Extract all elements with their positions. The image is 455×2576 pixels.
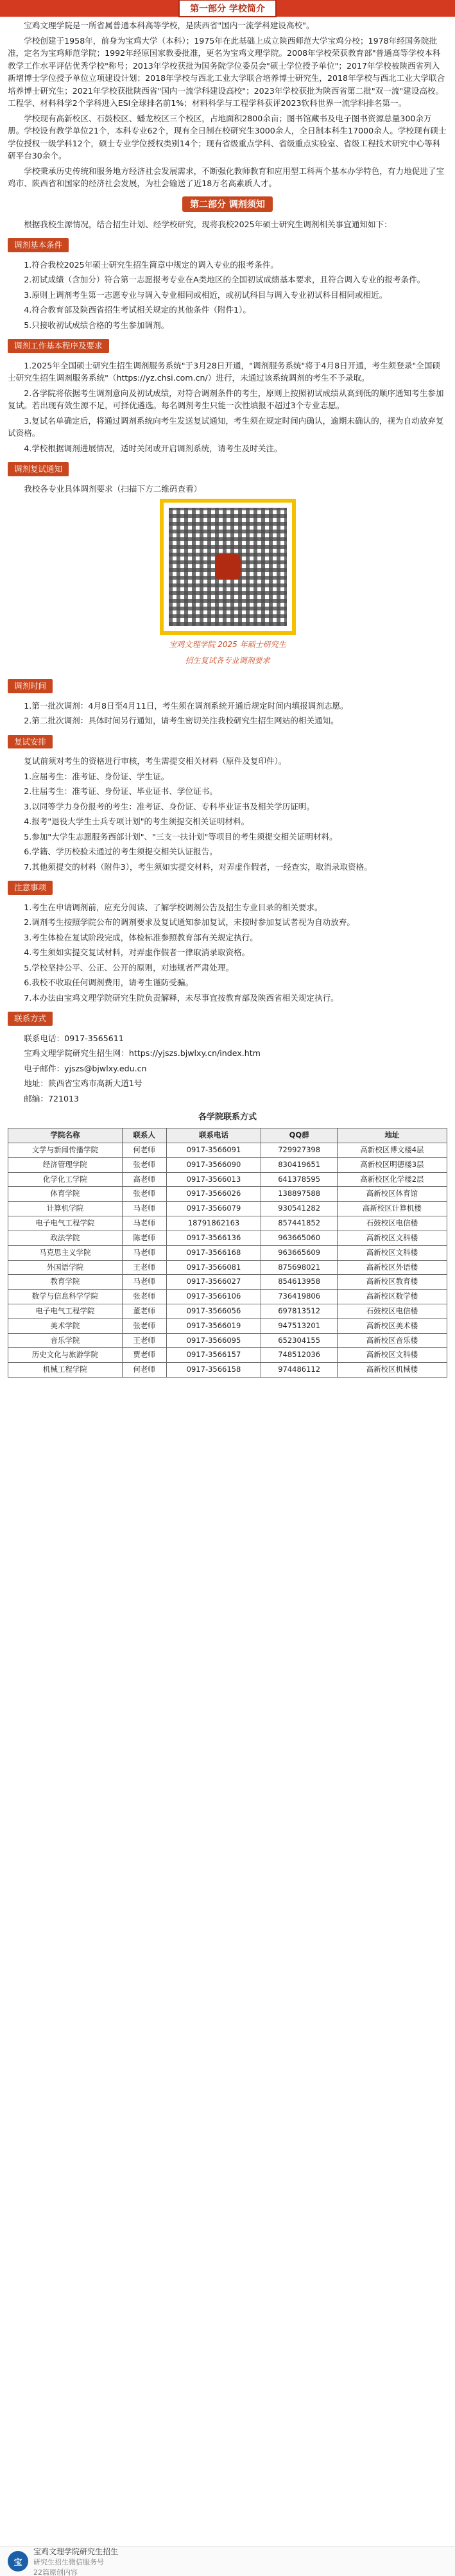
table-header: 地址 — [337, 1128, 447, 1143]
table-cell: 贾老师 — [122, 1348, 166, 1363]
table-cell: 138897588 — [261, 1187, 337, 1202]
table-cell: 高新校区化学楼2层 — [337, 1172, 447, 1187]
list-item: 6.我校不收取任何调剂费用，请考生谨防受骗。 — [24, 978, 194, 988]
table-cell: 张老师 — [122, 1187, 166, 1202]
table-cell: 0917-3566081 — [166, 1260, 261, 1275]
table-cell: 748512036 — [261, 1348, 337, 1363]
table-cell: 高新校区机械楼 — [337, 1363, 447, 1378]
table-cell: 18791862163 — [166, 1216, 261, 1231]
intro-paragraph: 学校现有高新校区、石鼓校区、蟠龙校区三个校区，占地面积2800余亩；图书馆藏书及电子图书资源总量300余万册。学校设有教学单位21个，本科专业62个，现有全日制在校研究生3000余人，全日制本科生17000余人。学校现有硕士学位授权一级学科12个，硕士专业学位授权类别14个；现有省级重点学科、省级重点实验室、省级工程技术研究中心等科研平台30余个。 — [8, 113, 447, 161]
table-header: 联系人 — [122, 1128, 166, 1143]
subsection-title: 调剂工作基本程序及要求 — [8, 339, 109, 352]
table-cell: 高新校区美术楼 — [337, 1318, 447, 1333]
table-cell: 张老师 — [122, 1290, 166, 1304]
section-banner-notice — [0, 196, 455, 212]
table-row — [8, 1216, 447, 1231]
list-item: 2.往届考生：准考证、身份证、毕业证书、学位证书。 — [24, 786, 218, 797]
table-cell: 何老师 — [122, 1143, 166, 1158]
table-cell: 0917-3566095 — [166, 1333, 261, 1348]
list-item: 3.复试名单确定后，将通过调剂系统向考生发送复试通知，考生须在规定时间内确认，逾期未确认的，视为自动放弃复试资格。 — [8, 415, 444, 438]
table-cell: 875698021 — [261, 1260, 337, 1275]
table-cell: 857441852 — [261, 1216, 337, 1231]
table-cell: 0917-3566136 — [166, 1231, 261, 1245]
table-cell: 高新校区文科楼 — [337, 1231, 447, 1245]
intro-paragraph: 学校创建于1958年，前身为宝鸡大学（本科）；1975年在此基础上成立陕西师范大学宝鸡分校；1978年经国务院批准，定名为宝鸡师范学院；1992年经原国家教委批准，更名为宝鸡文理学院。2008年学校荣获教育部"普通高等学校本科教学工作水平评估优秀学校"称号；2013年学校获批为国务院学位委员会"硕士学位授予单位"；2017年学校被陕西省列入新增博士学位授予单位立项建设计划；2018年学校与西北工业大学联合培养博士研究生，2018年学校与西北工业大学联合培养博士研究生；2021年学校获批陕西省"国内一流学科建设高校"；2023年学校获批为陕西省第二批"双一流"建设高校。工程学、材料科学2个学科进入ESI全球排名前1%；材料科学与工程学科获评2023软科世界一流学科排名第一。 — [8, 35, 445, 108]
table-cell: 高新校区教育楼 — [337, 1275, 447, 1290]
footer-bar[interactable] — [0, 2546, 455, 2576]
list-item: 5.学校坚持公平、公正、公开的原则，对违规者严肃处理。 — [24, 962, 234, 972]
table-cell: 数学与信息科学学院 — [8, 1290, 123, 1304]
table-cell: 652304155 — [261, 1333, 337, 1348]
table-cell: 0917-3566027 — [166, 1275, 261, 1290]
table-cell: 经济管理学院 — [8, 1157, 123, 1172]
table-row — [8, 1202, 447, 1216]
table-cell: 机械工程学院 — [8, 1363, 123, 1378]
list-item: 5.只接收初试成绩合格的考生参加调剂。 — [24, 320, 169, 330]
table-cell: 计算机学院 — [8, 1202, 123, 1216]
table-cell: 马老师 — [122, 1275, 166, 1290]
qr-instruction: 我校各专业具体调剂要求（扫描下方二维码查看） — [24, 483, 202, 494]
table-cell: 石鼓校区电信楼 — [337, 1304, 447, 1318]
table-cell: 高新校区文科楼 — [337, 1348, 447, 1363]
table-cell: 963665609 — [261, 1245, 337, 1260]
table-cell: 体育学院 — [8, 1187, 123, 1202]
table-cell: 音乐学院 — [8, 1333, 123, 1348]
table-row — [8, 1172, 447, 1187]
article-count: 22篇原创内容 — [33, 2568, 78, 2576]
table-cell: 高老师 — [122, 1172, 166, 1187]
table-cell: 外国语学院 — [8, 1260, 123, 1275]
table-cell: 马老师 — [122, 1245, 166, 1260]
list-item: 7.其他须提交的材料（附件3），考生须如实提交材料，对弄虚作假者，一经查实，取消录取资格。 — [24, 861, 372, 872]
subsection-title: 调剂复试通知 — [8, 462, 69, 476]
table-row — [8, 1157, 447, 1172]
subsection-title: 调剂时间 — [8, 679, 53, 693]
table-row — [8, 1187, 447, 1202]
table-cell: 王老师 — [122, 1260, 166, 1275]
table-cell: 文学与新闻传播学院 — [8, 1143, 123, 1158]
table-cell: 高新校区计算机楼 — [337, 1202, 447, 1216]
table-cell: 高新校区音乐楼 — [337, 1333, 447, 1348]
list-item: 4.学校根据调剂进展情况，适时关闭或开启调剂系统，请考生及时关注。 — [24, 443, 282, 453]
table-row — [8, 1363, 447, 1378]
list-item: 1.2025年全国硕士研究生招生调剂服务系统"于3月28日开通，"调剂服务系统"将于4月8日开通，考生须登录"全国硕士研究生招生调剂服务系统"（https://yz.chsi.com.cn/）进行，未通过该系统调剂的考生不予录取。 — [8, 360, 441, 383]
table-cell: 0917-3566013 — [166, 1172, 261, 1187]
table-cell: 马克思主义学院 — [8, 1245, 123, 1260]
table-cell: 974486112 — [261, 1363, 337, 1378]
table-row — [8, 1290, 447, 1304]
list-item: 7.本办法由宝鸡文理学院研究生院负责解释，未尽事宜按教育部及陕西省相关规定执行。 — [24, 992, 339, 1003]
table-title: 各学院联系方式 — [198, 1112, 257, 1123]
table-cell: 化学化工学院 — [8, 1172, 123, 1187]
table-cell: 美术学院 — [8, 1318, 123, 1333]
table-cell: 0917-3566056 — [166, 1304, 261, 1318]
list-item: 1.应届考生：准考证、身份证、学生证。 — [24, 771, 169, 781]
intro-paragraph: 学校秉承历史传统和服务地方经济社会发展需求，不断强化教师教育和应用型工科两个基本办学特色，有力地促进了宝鸡市、陕西省和国家的经济社会发展，为社会输送了近18万名高素质人才。 — [8, 166, 445, 189]
list-item: 5.参加"大学生志愿服务西部计划"、"三支一扶计划"等项目的考生须提交相关证明材料。 — [24, 831, 338, 842]
table-cell: 641378595 — [261, 1172, 337, 1187]
table-row — [8, 1348, 447, 1363]
table-cell: 张老师 — [122, 1157, 166, 1172]
table-cell: 陈老师 — [122, 1231, 166, 1245]
table-cell: 830419651 — [261, 1157, 337, 1172]
list-item: 2.调剂考生按照学院公布的调剂要求及复试通知参加复试，未按时参加复试者视为自动放弃。 — [24, 917, 355, 928]
table-cell: 0917-3566158 — [166, 1363, 261, 1378]
table-row — [8, 1260, 447, 1275]
table-header: 学院名称 — [8, 1128, 123, 1143]
table-cell: 0917-3566079 — [166, 1202, 261, 1216]
table-cell: 0917-3566026 — [166, 1187, 261, 1202]
contact-address: 地址：陕西省宝鸡市高新大道1号 — [24, 1078, 142, 1089]
table-cell: 930541282 — [261, 1202, 337, 1216]
table-cell: 963665060 — [261, 1231, 337, 1245]
account-logo-icon: 宝 — [8, 2551, 28, 2572]
table-cell: 政法学院 — [8, 1231, 123, 1245]
table-cell: 0917-3566157 — [166, 1348, 261, 1363]
notice-intro: 根据我校生源情况，结合招生计划、经学校研究，现将我校2025年硕士研究生调剂相关事宜通知如下： — [24, 219, 392, 229]
table-row — [8, 1143, 447, 1158]
table-cell: 马老师 — [122, 1216, 166, 1231]
list-item: 3.原则上调剂考生第一志愿专业与调入专业相同或相近，或初试科目与调入专业初试科目相同或相近。 — [24, 290, 388, 300]
table-cell: 张老师 — [122, 1318, 166, 1333]
list-item: 1.第一批次调剂：4月8日至4月11日，考生须在调剂系统开通后规定时间内填报调剂志愿。 — [24, 700, 348, 711]
table-row — [8, 1333, 447, 1348]
section-banner-intro — [0, 0, 455, 17]
table-cell: 电子电气工程学院 — [8, 1304, 123, 1318]
table-header: 联系电话 — [166, 1128, 261, 1143]
intro-paragraph: 宝鸡文理学院是一所省属普通本科高等学校，是陕西省"国内一流学科建设高校"。 — [24, 21, 314, 30]
contact-email[interactable]: 电子邮件：yjszs@bjwlxy.edu.cn — [24, 1063, 147, 1073]
list-item: 4.符合教育部及陕西省招生考试相关规定的其他条件（附件1）。 — [24, 305, 251, 315]
table-cell: 石鼓校区电信楼 — [337, 1216, 447, 1231]
list-item: 复试前须对考生的资格进行审核，考生需提交相关材料（原件及复印件）。 — [24, 756, 287, 766]
table-cell: 947513201 — [261, 1318, 337, 1333]
contact-phone: 联系电话：0917-3565611 — [24, 1033, 124, 1043]
table-cell: 高新校区数学楼 — [337, 1290, 447, 1304]
section-title-notice: 第二部分 调剂须知 — [182, 196, 273, 212]
subsection-title: 调剂基本条件 — [8, 238, 69, 252]
table-header-row — [8, 1128, 447, 1143]
list-item: 1.考生在申请调剂前，应充分阅读、了解学校调剂公告及招生专业目录的相关要求。 — [24, 902, 323, 912]
notice-content — [0, 218, 455, 1378]
table-cell: 何老师 — [122, 1363, 166, 1378]
table-cell: 0917-3566106 — [166, 1290, 261, 1304]
table-cell: 854613958 — [261, 1275, 337, 1290]
list-item: 6.学籍、学历校验未通过的考生须提交相关认证报告。 — [24, 847, 218, 857]
list-item: 3.考生体检在复试阶段完成，体检标准参照教育部有关规定执行。 — [24, 932, 258, 942]
table-cell: 王老师 — [122, 1333, 166, 1348]
table-cell: 0917-3566091 — [166, 1143, 261, 1158]
table-cell: 0917-3566168 — [166, 1245, 261, 1260]
account-subtitle: 研究生招生微信服务号 — [33, 2557, 104, 2566]
table-row — [8, 1318, 447, 1333]
table-cell: 697813512 — [261, 1304, 337, 1318]
list-item: 3.以同等学力身份报考的考生：准考证、身份证、专科毕业证书及相关学历证明。 — [24, 801, 314, 811]
contact-zip: 邮编：721013 — [24, 1093, 80, 1103]
intro-content — [0, 19, 455, 190]
subsection-title: 联系方式 — [8, 1012, 53, 1025]
table-cell: 0917-3566090 — [166, 1157, 261, 1172]
subsection-title: 复试安排 — [8, 735, 53, 748]
qr-caption-2: 招生复试各专业调剂要求 — [185, 655, 270, 665]
table-header: QQ群 — [261, 1128, 337, 1143]
table-cell: 马老师 — [122, 1202, 166, 1216]
table-cell: 729927398 — [261, 1143, 337, 1158]
list-item: 2.各学院将依据考生调剂意向及初试成绩，对符合调剂条件的考生，原则上按照初试成绩从高到低的顺序通知考生参加复试。若出现有效生源不足，可择优遴选。每名调剂考生只能一次性填报不超过3个专业志愿。 — [8, 388, 444, 411]
table-cell: 高新校区博文楼4层 — [337, 1143, 447, 1158]
table-cell: 高新校区体育馆 — [337, 1187, 447, 1202]
qr-code-icon[interactable] — [160, 499, 296, 635]
subsection-title: 注意事项 — [8, 881, 53, 894]
table-row — [8, 1304, 447, 1318]
table-cell: 教育学院 — [8, 1275, 123, 1290]
table-cell: 0917-3566019 — [166, 1318, 261, 1333]
account-name: 宝鸡文理学院研究生招生 — [33, 2546, 119, 2556]
table-cell: 董老师 — [122, 1304, 166, 1318]
section-title-intro: 第一部分 学校简介 — [178, 0, 277, 17]
list-item: 4.报考"退役大学生士兵专项计划"的考生须提交相关证明材料。 — [24, 817, 250, 827]
contact-web[interactable]: 宝鸡文理学院研究生招生网：https://yjszs.bjwlxy.cn/index.htm — [24, 1048, 261, 1059]
table-cell: 电子电气工程学院 — [8, 1216, 123, 1231]
table-row — [8, 1275, 447, 1290]
table-row — [8, 1231, 447, 1245]
table-cell: 高新校区文科楼 — [337, 1245, 447, 1260]
table-cell: 736419806 — [261, 1290, 337, 1304]
list-item: 4.考生须如实提交复试材料，对弄虚作假者一律取消录取资格。 — [24, 947, 250, 958]
qr-block — [8, 499, 447, 666]
list-item: 1.符合我校2025年硕士研究生招生简章中规定的调入专业的报考条件。 — [24, 259, 279, 270]
qr-caption-1: 宝鸡文理学院 2025 年硕士研究生 — [169, 640, 286, 650]
table-cell: 高新校区明德楼3层 — [337, 1157, 447, 1172]
table-cell: 历史文化与旅游学院 — [8, 1348, 123, 1363]
table-row — [8, 1245, 447, 1260]
list-item: 2.初试成绩（含加分）符合第一志愿报考专业在A类地区的全国初试成绩基本要求，且符合调入专业的报考条件。 — [24, 275, 425, 285]
list-item: 2.第二批次调剂：具体时间另行通知，请考生密切关注我校研究生招生网站的相关通知。 — [24, 716, 339, 726]
table-cell: 高新校区外语楼 — [337, 1260, 447, 1275]
contact-table — [8, 1128, 447, 1378]
